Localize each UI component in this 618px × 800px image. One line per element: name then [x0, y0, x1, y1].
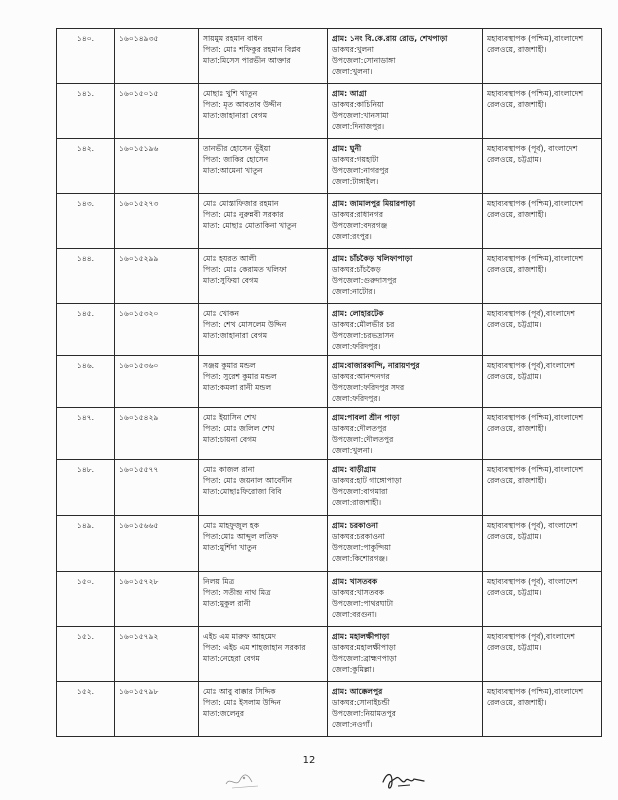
page-number: 12	[302, 755, 316, 766]
table-row	[57, 408, 602, 460]
serial-number: ১৪৩.	[57, 194, 115, 249]
roll-number: ১৬০১৫১৯৬	[115, 139, 199, 194]
address-line: উপজেলা:খানসামা	[332, 111, 389, 120]
mother-name: মাতা:চায়না বেগম	[203, 435, 257, 444]
posting-line: মহাব্যবস্থাপক (পূর্ব),বাংলাদেশ	[487, 361, 575, 370]
roll-number: ১৬০১৫৭২৮	[115, 572, 199, 627]
candidate-info	[199, 84, 328, 139]
address-line: জেলা:খুলনা।	[332, 67, 373, 76]
posting-line: মহাব্যবস্থাপক (পূর্ব), বাংলাদেশ	[487, 144, 578, 153]
roll-number: ১৬০১৫০১৫	[115, 84, 199, 139]
address-line: গ্রাম: জামালপুর মিয়ারপাড়া	[332, 199, 416, 208]
candidate-name: মোঃ কাজল রানা	[203, 465, 255, 474]
candidate-name: মোঃ মোস্তাফিজার রহমান	[203, 199, 279, 208]
table-row	[57, 516, 602, 572]
table-row	[57, 682, 602, 737]
table-row	[57, 304, 602, 356]
serial-number: ১৪০.	[57, 29, 115, 84]
address	[328, 627, 483, 682]
posting-line: রেলওয়ে, রাজশাহী।	[487, 424, 547, 433]
address-line: উপজেলা:বাগমারা	[332, 487, 388, 496]
address-line: ডাকঘর:হাট গাঙ্গোপাড়া	[332, 476, 402, 485]
serial-number: ১৫০.	[57, 572, 115, 627]
father-name: পিতা: সতীন্দ্র নাথ মিত্র	[203, 588, 271, 597]
roll-number: ১৬০১৫৭৯২	[115, 627, 199, 682]
address-line: ডাকঘর:চাঁচকৈড়	[332, 265, 381, 274]
address-line: ডাকঘর:গয়হাটা	[332, 155, 379, 164]
candidate-info	[199, 29, 328, 84]
posting-office	[483, 460, 602, 516]
address-line: উপজেলা:পাথরঘাটা	[332, 599, 394, 608]
address-line: ডাকঘর:চরকাওনা	[332, 532, 385, 541]
posting-line: মহাব্যবস্থাপক (পশ্চিম),বাংলাদেশ	[487, 254, 584, 263]
serial-number: ১৪১.	[57, 84, 115, 139]
address-line: জেলা:কুমিল্লা।	[332, 665, 375, 674]
posting-line: মহাব্যবস্থাপক (পশ্চিম),বাংলাদেশ	[487, 413, 584, 422]
posting-line: মহাব্যবস্থাপক (পশ্চিম),বাংলাদেশ	[487, 199, 584, 208]
posting-line: মহাব্যবস্থাপক (পূর্ব),বাংলাদেশ	[487, 309, 575, 318]
address-line: উপজেলা:ব্রাহ্মণপাড়া	[332, 654, 397, 663]
father-name: পিতা: মোঃ জয়নাল আবেদীন	[203, 476, 293, 485]
candidate-name: তানভীর হোসেন ভূঁইয়া	[203, 144, 271, 153]
posting-line: রেলওয়ে, রাজশাহী।	[487, 100, 547, 109]
posting-line: রেলওয়ে, রাজশাহী।	[487, 265, 547, 274]
roll-number: ১৬০১৫৩৬০	[115, 356, 199, 408]
posting-office	[483, 356, 602, 408]
father-name: পিতা: মৃত আবতাব উদ্দীন	[203, 100, 282, 109]
address-line: গ্রাম:বাজারকান্দি, নারায়ণপুর	[332, 361, 420, 370]
address	[328, 249, 483, 304]
posting-line: রেলওয়ে, চট্টগ্রাম।	[487, 155, 542, 164]
address	[328, 84, 483, 139]
posting-office	[483, 572, 602, 627]
address-line: উপজেলা:গুরুদাসপুর	[332, 276, 397, 285]
serial-number: ১৪৯.	[57, 516, 115, 572]
address-line: জেলা:রংপুর।	[332, 232, 372, 241]
candidate-info	[199, 572, 328, 627]
posting-line: রেলওয়ে, চট্টগ্রাম।	[487, 643, 542, 652]
address	[328, 194, 483, 249]
candidate-info	[199, 460, 328, 516]
serial-number: ১৪৭.	[57, 408, 115, 460]
candidate-name: এইচ এম মারুফ আহমেদ	[203, 632, 276, 641]
posting-line: মহাব্যবস্থাপক (পূর্ব), বাংলাদেশ	[487, 577, 578, 586]
mother-name: মাতা:জাহানারা বেগম	[203, 331, 268, 340]
posting-office	[483, 682, 602, 737]
stamp-mark	[222, 770, 270, 792]
table-row	[57, 84, 602, 139]
posting-office	[483, 408, 602, 460]
address-line: ডাকঘর:দৌলতপুর	[332, 424, 387, 433]
address-line: ডাকঘর:মহালক্ষীপাড়া	[332, 643, 396, 652]
address	[328, 139, 483, 194]
father-name: পিতা: সুরেশ কুমার মন্ডল	[203, 372, 277, 381]
mother-name: মাতা:কমলা রানী মন্ডল	[203, 383, 272, 392]
mother-name: মাতা:নেহেরা বেগম	[203, 654, 260, 663]
roll-number: ১৬০১৫৭৯৮	[115, 682, 199, 737]
candidate-table	[56, 28, 602, 737]
roll-number: ১৬০১৫৫৭৭	[115, 460, 199, 516]
father-name: পিতা: মোঃ জলিল শেখ	[203, 424, 275, 433]
roll-number: ১৬০১৫৪২৯	[115, 408, 199, 460]
serial-number: ১৪৫.	[57, 304, 115, 356]
table-row	[57, 194, 602, 249]
posting-line: রেলওয়ে, চট্টগ্রাম।	[487, 320, 542, 329]
address-line: উপজেলা:ফরিদপুর সদর	[332, 383, 405, 392]
address-line: জেলা:ফরিদপুর।	[332, 394, 381, 403]
address-line: ডাকঘর:কাচিনিয়া	[332, 100, 384, 109]
table-row	[57, 356, 602, 408]
table-row	[57, 29, 602, 84]
mother-name: মাতা:জলেনুর	[203, 709, 245, 718]
address-line: জেলা:নাটোর।	[332, 287, 376, 296]
address	[328, 682, 483, 737]
address-line: গ্রাম:পাবলা শ্রীন পাড়া	[332, 413, 400, 422]
posting-office	[483, 194, 602, 249]
father-name: পিতা: জাকির হোসেন	[203, 155, 269, 164]
address	[328, 408, 483, 460]
father-name: পিতা: মোঃ নুরুন্নবী সরকার	[203, 210, 284, 219]
candidate-name: সায়মুম রহমান বাধন	[203, 34, 263, 43]
address	[328, 29, 483, 84]
address-line: ডাকঘর:মৌলভীর চর	[332, 320, 395, 329]
address-line: গ্রাম: চাঁচকৈড় খলিফাপাড়া	[332, 254, 413, 263]
handwritten-signature	[380, 770, 428, 792]
table-row	[57, 627, 602, 682]
posting-line: মহাব্যবস্থাপক (পশ্চিম),বাংলাদেশ	[487, 687, 584, 696]
address-line: গ্রাম: আগ্রা	[332, 89, 367, 98]
candidate-info	[199, 627, 328, 682]
serial-number: ১৪২.	[57, 139, 115, 194]
roll-number: ১৬০১৫২৯৯	[115, 249, 199, 304]
address-line: গ্রাম: মহালক্ষীপাড়া	[332, 632, 390, 641]
posting-line: রেলওয়ে, চট্টগ্রাম।	[487, 532, 542, 541]
serial-number: ১৫২.	[57, 682, 115, 737]
posting-line: রেলওয়ে, রাজশাহী।	[487, 210, 547, 219]
address-line: জেলা:খুলনা।	[332, 446, 373, 455]
candidate-info	[199, 682, 328, 737]
address-line: জেলা:রাজশাহী।	[332, 498, 382, 507]
address-line: গ্রাম: আক্কেলপুর	[332, 687, 383, 696]
candidate-name: মোঃ খোকন	[203, 309, 240, 318]
serial-number: ১৫১.	[57, 627, 115, 682]
serial-number: ১৪৮.	[57, 460, 115, 516]
candidate-info	[199, 194, 328, 249]
candidate-table-body	[57, 29, 602, 737]
mother-name: মাতা:আমেনা খাতুন	[203, 166, 263, 175]
address-line: উপজেলা:পাকুন্দিয়া	[332, 543, 391, 552]
father-name: পিতা: মোঃ শফিকুর রহমান বিপ্লব	[203, 45, 301, 54]
candidate-info	[199, 408, 328, 460]
address	[328, 304, 483, 356]
posting-line: মহাব্যবস্থাপক (পশ্চিম),বাংলাদেশ	[487, 465, 584, 474]
address-line: জেলা:নওগাঁ।	[332, 720, 373, 729]
address-line: উপজেলা:বদরগঞ্জ	[332, 221, 388, 230]
address-line: জেলা:ফরিদপুর।	[332, 342, 381, 351]
address-line: গ্রাম: বাড়ীগ্রাম	[332, 465, 376, 474]
posting-line: মহাব্যবস্থাপক (পূর্ব),বাংলাদেশ	[487, 632, 575, 641]
candidate-name: মোঃ ইয়াসিন শেখ	[203, 413, 257, 422]
address-line: ডাকঘর:আনন্দনগর	[332, 372, 390, 381]
address-line: ডাকঘর:রাধানগর	[332, 210, 384, 219]
address-line: গ্রাম: চরকাওনা	[332, 521, 378, 530]
candidate-name: মোছাঃ খুশি খাতুন	[203, 89, 258, 98]
roll-number: ১৬০১৫৩২০	[115, 304, 199, 356]
address-line: গ্রাম: ঘুনী	[332, 144, 362, 153]
candidate-info	[199, 139, 328, 194]
serial-number: ১৪৪.	[57, 249, 115, 304]
address	[328, 356, 483, 408]
candidate-name: মোঃ হযরত আলী	[203, 254, 257, 263]
candidate-info	[199, 304, 328, 356]
candidate-info	[199, 516, 328, 572]
mother-name: মাতা:সুফিয়া বেগম	[203, 276, 259, 285]
posting-line: রেলওয়ে, চট্টগ্রাম।	[487, 372, 542, 381]
father-name: পিতা:মোঃ আব্দুল লতিফ	[203, 532, 279, 541]
address	[328, 516, 483, 572]
posting-line: রেলওয়ে, রাজশাহী।	[487, 698, 547, 707]
candidate-info	[199, 356, 328, 408]
address-line: জেলা:টাঙ্গাইল।	[332, 177, 379, 186]
address-line: গ্রাম: খাসতবক	[332, 577, 378, 586]
address-line: উপজেলা:নিয়ামতপুর	[332, 709, 396, 718]
roll-number: ১৬০১৫২৭৩	[115, 194, 199, 249]
address-line: গ্রাম: ১নং বি.কে.রায় রোড, শেখপাড়া	[332, 34, 448, 43]
posting-line: মহাব্যবস্থাপক (পূর্ব), বাংলাদেশ	[487, 521, 578, 530]
mother-name: মাতা:মুকুল রানী	[203, 599, 251, 608]
roll-number: ১৬০১৫৬৬৫	[115, 516, 199, 572]
candidate-name: মোঃ আবু বাক্কার সিদ্দিক	[203, 687, 276, 696]
posting-line: রেলওয়ে, রাজশাহী।	[487, 476, 547, 485]
address-line: উপজেলা:নাগরপুর	[332, 166, 389, 175]
posting-line: মহাব্যবস্থাপক (পশ্চিম),বাংলাদেশ	[487, 89, 584, 98]
posting-line: রেলওয়ে, রাজশাহী।	[487, 45, 547, 54]
mother-name: মাতা:মুর্শিদা খাতুন	[203, 543, 257, 552]
posting-office	[483, 627, 602, 682]
address-line: জেলা:দিনাজপুর।	[332, 122, 385, 131]
address-line: ডাকঘর:খাসতবক	[332, 588, 384, 597]
table-row	[57, 460, 602, 516]
mother-name: মাতা: মোছাঃ মোতাকিনা খাতুন	[203, 221, 297, 230]
table-row	[57, 249, 602, 304]
father-name: পিতা: মোঃ কেরামত খলিফা	[203, 265, 287, 274]
father-name: পিতা: মোঃ ইসলাম উদ্দিন	[203, 698, 281, 707]
posting-office	[483, 249, 602, 304]
address-line: ডাকঘর:সোনাইচন্ডী	[332, 698, 390, 707]
father-name: পিতা: এইচ এম শাহজাহান সরকার	[203, 643, 306, 652]
table-row	[57, 139, 602, 194]
father-name: পিতা: শেখ মোসলেম উদ্দিন	[203, 320, 287, 329]
posting-office	[483, 516, 602, 572]
address-line: জেলা:কিশোরগঞ্জ।	[332, 554, 388, 563]
candidate-name: মোঃ মাহফুজুল হক	[203, 521, 260, 530]
posting-office	[483, 304, 602, 356]
posting-office	[483, 29, 602, 84]
mother-name: মাতা:মিসেস পারভীন আক্তার	[203, 56, 291, 65]
posting-office	[483, 139, 602, 194]
candidate-name: সঞ্জয় কুমার মন্ডল	[203, 361, 256, 370]
address-line: উপজেলা:সোনাডাঙ্গা	[332, 56, 396, 65]
mother-name: মাতা:জাহানারা বেগম	[203, 111, 268, 120]
address-line: গ্রাম: লোহারটেক	[332, 309, 384, 318]
address-line: ডাকঘর:খুলনা	[332, 45, 374, 54]
address-line: উপজেলা:চরভদ্রাসন	[332, 331, 395, 340]
posting-line: রেলওয়ে, চট্টগ্রাম।	[487, 588, 542, 597]
mother-name: মাতা:মোছাঃফিরোজা বিবি	[203, 487, 282, 496]
address-line: উপজেলা:দৌলতপুর	[332, 435, 394, 444]
address	[328, 460, 483, 516]
table-row	[57, 572, 602, 627]
candidate-info	[199, 249, 328, 304]
serial-number: ১৪৬.	[57, 356, 115, 408]
address	[328, 572, 483, 627]
roll-number: ১৬০১৪৯৩৫	[115, 29, 199, 84]
address-line: জেলা:বরগুনা।	[332, 610, 377, 619]
candidate-name: নিলয় মিত্র	[203, 577, 235, 586]
posting-office	[483, 84, 602, 139]
posting-line: মহাব্যবস্থাপক (পশ্চিম),বাংলাদেশ	[487, 34, 584, 43]
